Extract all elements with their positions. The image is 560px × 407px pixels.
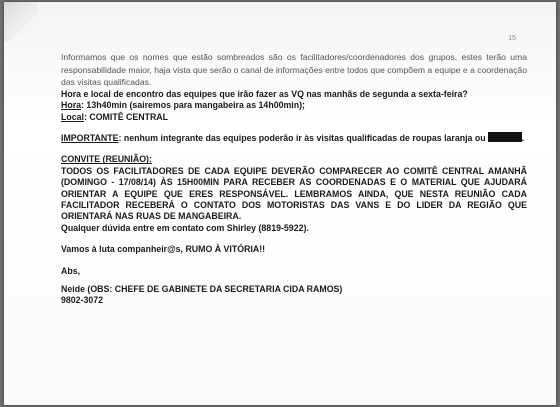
closing-greeting: Abs, — [61, 265, 81, 276]
redaction-block — [488, 132, 525, 143]
important-notice — [61, 132, 527, 144]
important-label: IMPORTANTE — [61, 133, 119, 143]
document-body — [61, 51, 527, 307]
important-end: . — [521, 133, 525, 143]
signer: Neide (OBS: CHEFE DE GABINETE DA SECRETARIA CIDA RAMOS) — [61, 284, 343, 295]
slogan: Vamos à luta companheir@s, RUMO À VITÓRIA!! — [61, 244, 266, 255]
signer-phone: 9802-3072 — [61, 295, 104, 306]
folded-corner — [4, 2, 38, 42]
intro-paragraph: Informamos que os nomes que estão sombreados são os facilitadores/coordenadores dos grupos, estes terão uma responsabilidade maior, haja vista que serão o canal de informações entre todos que compõem a equipe e a coordenação das visitas qualificadas. — [61, 52, 527, 88]
important-text: : nenhum integrante das equipes poderão ir às visitas qualificadas de roupas laranja ou — [118, 133, 486, 143]
place-value: : COMITÊ CENTRAL — [83, 111, 169, 122]
place-label: Local — [61, 111, 84, 122]
page-number: 15 — [508, 35, 516, 42]
convite-body: TODOS OS FACILITADORES DE CADA EQUIPE DEVERÃO COMPARECER AO COMITÊ CENTRAL AMANHÃ (DOMINGO - 17/08/14) ÀS 15H00MIN PARA RECEBER AS COORDENADAS E O MATERIAL QUE AJUDARÁ ORIENTAR A EQUIPE QUE ERES RESPONSÁVEL. LEMBRAMOS AINDA, QUE NESTA REUNIÃO CADA FACILITADOR RECEBERÁ O CONTATO DOS MOTORISTAS DAS VANS E DO LIDER DA REGIÃO QUE ORIENTARÁ NAS RUAS DE MANGABEIRA. — [61, 165, 527, 222]
time-label: Hora — [61, 100, 82, 111]
meeting-time — [61, 100, 527, 111]
meeting-question: Hora e local de encontro das equipes que irão fazer as VQ nas manhãs de segunda a sexta-feira? — [61, 88, 468, 99]
convite-heading: CONVITE (REUNIÃO): — [61, 154, 152, 165]
time-value: : 13h40min (sairemos para mangabeira as 14h00min); — [81, 100, 305, 111]
document-page — [4, 2, 556, 405]
meeting-place — [61, 112, 527, 123]
contact-line: Qualquer dúvida entre em contato com Shirley (8819-5922). — [61, 222, 309, 233]
